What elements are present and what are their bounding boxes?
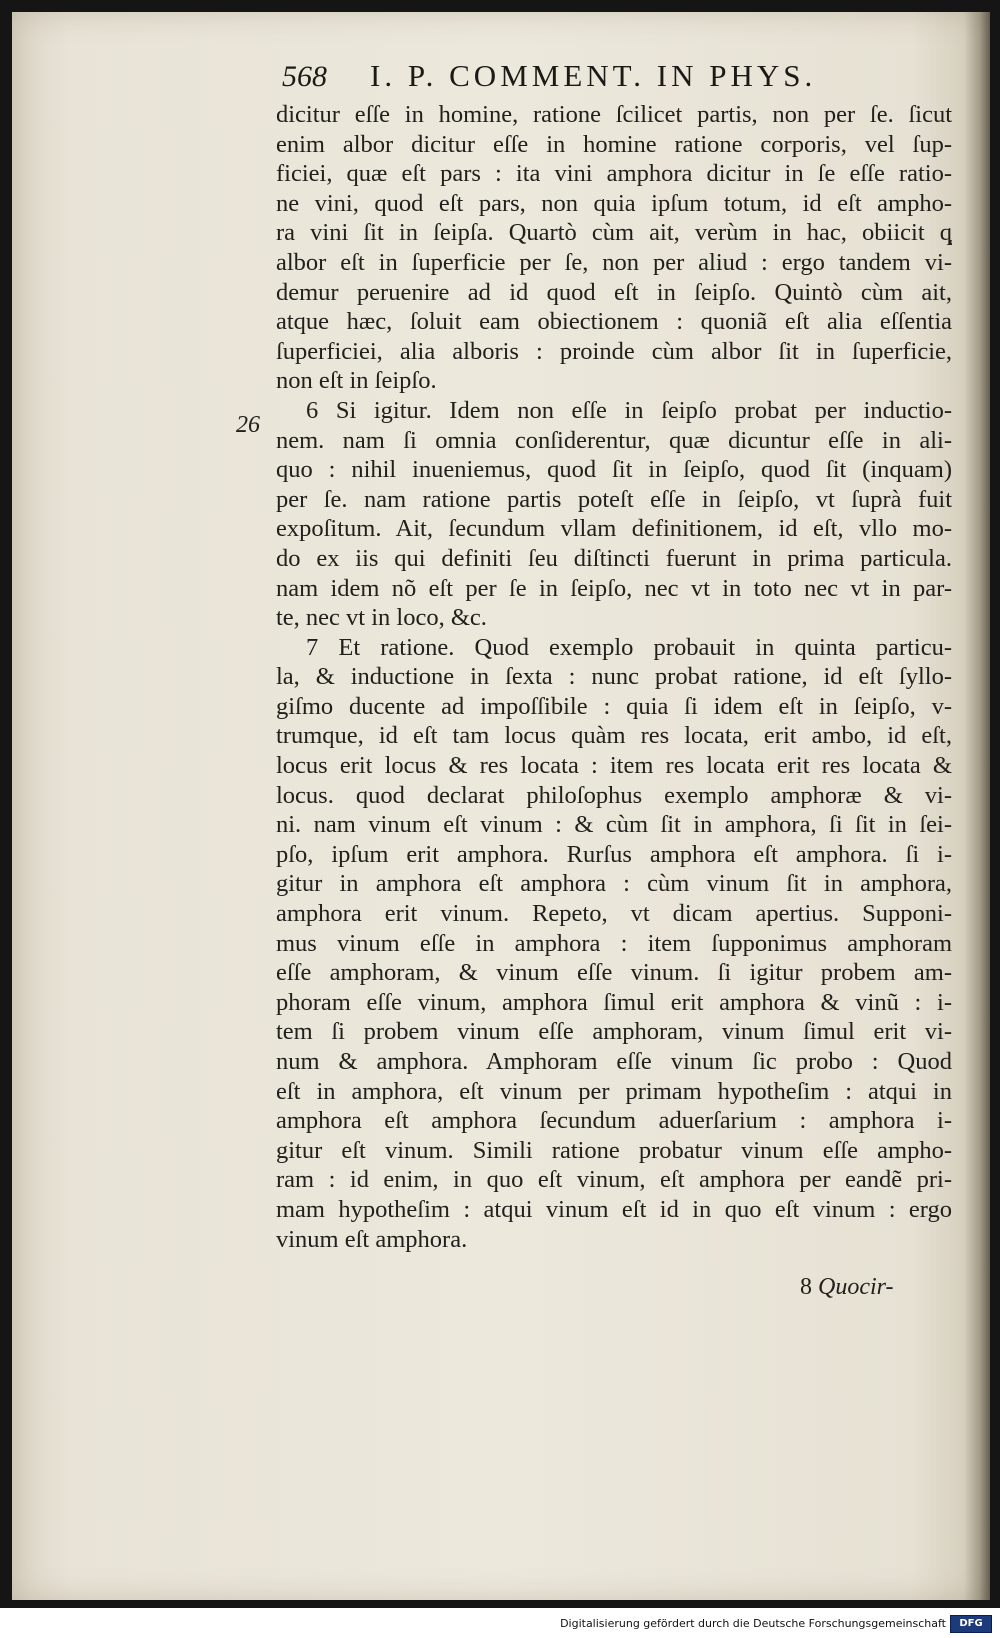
text-line: demur peruenire ad id quod eſt in ſeipſo. Quintò cùm ait, (276, 278, 952, 306)
page-edge-shadow (964, 12, 990, 1600)
text-line: amphora erit vinum. Repeto, vt dicam apertius. Supponi- (276, 900, 952, 928)
text-line: nem. nam ſi omnia conſiderentur, quæ dicuntur eſſe in ali- (276, 426, 952, 454)
text-line: ni. nam vinum eſt vinum : & cùm ſit in amphora, ſi ſit in ſei- (276, 811, 952, 839)
text-line: locus. quod declarat philoſophus exemplo amphoræ & vi- (276, 781, 952, 809)
text-line: ficiei, quæ eſt pars : ita vini amphora dicitur in ſe eſſe ratio- (276, 160, 952, 188)
text-line: ne vini, quod eſt pars, non quia ipſum totum, id eſt ampho- (276, 189, 952, 217)
text-line: gitur in amphora eſt amphora : cùm vinum ſit in amphora, (276, 870, 952, 898)
text-line: per ſe. nam ratione partis poteſt eſſe in ſeipſo, vt ſuprà fuit (276, 485, 952, 513)
catchword (800, 1274, 894, 1301)
text-line: ram : id enim, in quo eſt vinum, eſt amphora per eandẽ pri- (276, 1166, 952, 1194)
text-line: vinum eſt amphora. (276, 1225, 468, 1253)
page-number: 568 (282, 60, 327, 93)
dfg-logo: DFG (950, 1615, 992, 1633)
text-line: amphora eſt amphora ſecundum aduerſarium : amphora i- (276, 1107, 952, 1135)
running-title: I. P. COMMENT. IN PHYS. (370, 58, 817, 93)
catchword-number: 8 (800, 1274, 812, 1300)
text-line: la, & inductione in ſexta : nunc probat ratione, id eſt ſyllo- (276, 663, 952, 691)
text-line: num & amphora. Amphoram eſſe vinum ſic probo : Quod (276, 1048, 952, 1075)
text-line: 7 Et ratione. Quod exemplo probauit in quinta particu- (306, 633, 952, 661)
digitization-footer (0, 1608, 1000, 1638)
text-line: nam idem nõ eſt per ſe in ſeipſo, nec vt in toto nec vt in par- (276, 574, 952, 602)
catchword-word: Quocir- (818, 1274, 894, 1300)
text-line: mam hypotheſim : atqui vinum eſt id in quo eſt vinum : ergo (276, 1195, 952, 1223)
text-line: albor eſt in ſuperficie per ſe, non per aliud : ergo tandem vi- (276, 248, 952, 276)
text-line: mus vinum eſſe in amphora : item ſupponimus amphoram (276, 929, 952, 957)
text-line: atque hæc, ſoluit eam obiectionem : quoniã eſt alia eſſentia (276, 308, 952, 336)
text-line: locus erit locus & res locata : item res locata erit res locata & (276, 752, 952, 780)
text-line: non eſt in ſeipſo. (276, 367, 437, 395)
text-line: eſt in amphora, eſt vinum per primam hypotheſim : atqui in (276, 1077, 952, 1105)
page-header (270, 56, 910, 100)
text-line: expoſitum. Ait, ſecundum vllam definitionem, id eſt, vllo mo- (276, 515, 952, 543)
text-line: quo : nihil inueniemus, quod ſit in ſeipſo, quod ſit (inquam) (276, 456, 952, 484)
text-line: tem ſi probem vinum eſſe amphoram, vinum ſimul erit vi- (276, 1018, 952, 1046)
text-line: 6 Si igitur. Idem non eſſe in ſeipſo probat per inductio- (306, 396, 952, 424)
text-line: trumque, id eſt tam locus quàm res locata, erit ambo, id eſt, (276, 722, 952, 750)
text-line: gitur eſt vinum. Simili ratione probatur vinum eſſe ampho- (276, 1136, 952, 1164)
text-line: enim albor dicitur eſſe in homine ratione corporis, vel ſup- (276, 130, 952, 158)
text-line: ra vini ſit in ſeipſa. Quartò cùm ait, verùm in hac, obiicit q̨ (276, 219, 952, 247)
text-line: pſo, ipſum erit amphora. Rurſus amphora eſt amphora. ſi i- (276, 840, 952, 868)
text-line: ſuperficiei, alia alboris : proinde cùm albor ſit in ſuperficie, (276, 337, 952, 365)
funding-credit: Digitalisierung gefördert durch die Deutsche Forschungsgemeinschaft (560, 1617, 946, 1630)
marginal-note: 26 (236, 412, 260, 438)
text-line: giſmo ducente ad impoſſibile : quia ſi idem eſt in ſeipſo, v- (276, 692, 952, 720)
text-line: dicitur eſſe in homine, ratione ſcilicet partis, non per ſe. ſicut (276, 101, 952, 128)
text-line: phoram eſſe vinum, amphora ſimul erit amphora & vinũ : i- (276, 988, 952, 1016)
text-line: te, nec vt in loco, &c. (276, 604, 487, 632)
text-line: eſſe amphoram, & vinum eſſe vinum. ſi igitur probem am- (276, 959, 952, 987)
text-line: do ex iis qui definiti ſeu diſtincti fuerunt in prima particula. (276, 544, 952, 572)
body-text (276, 100, 952, 1254)
